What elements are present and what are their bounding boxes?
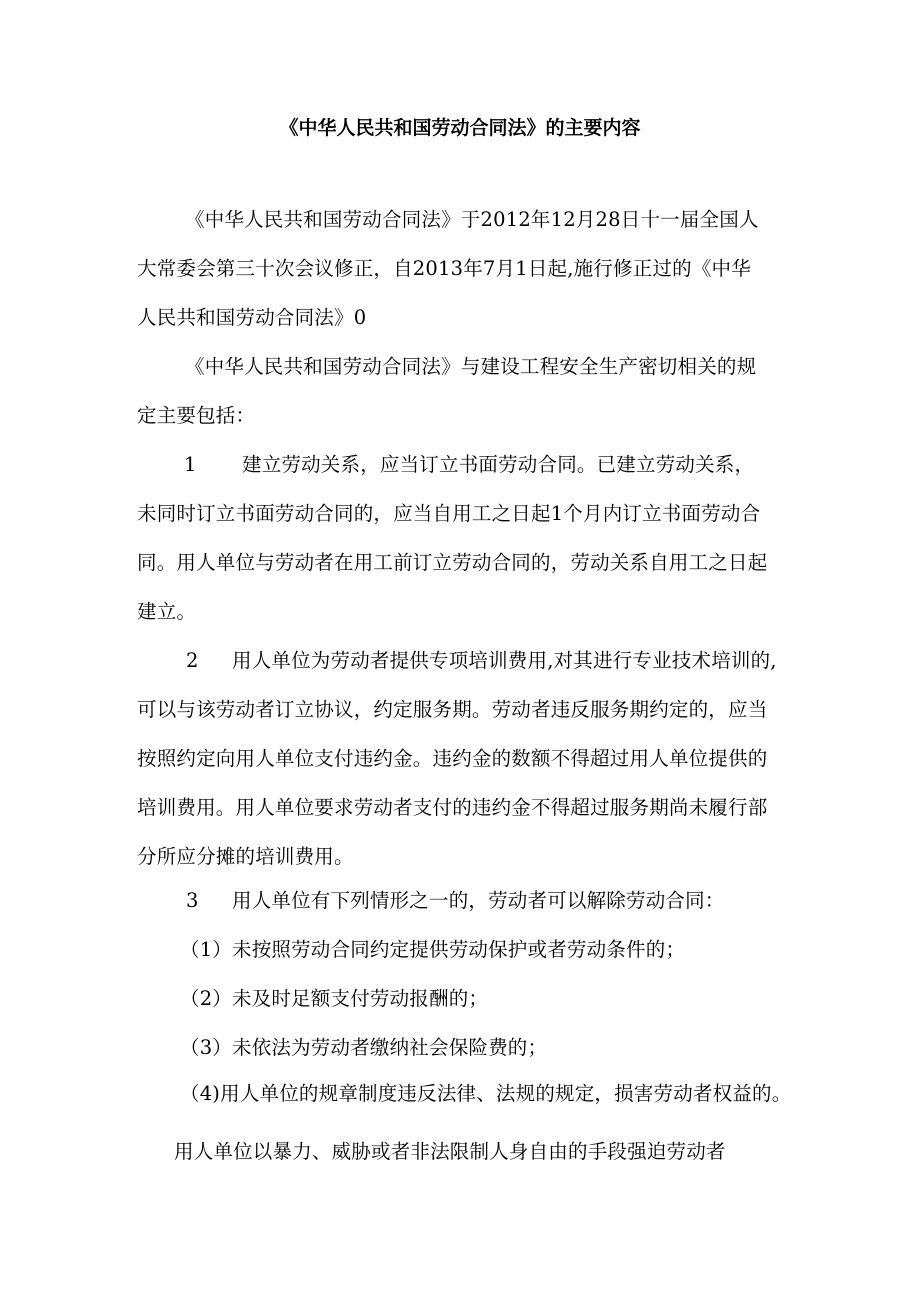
sub-item: （2）未及时足额支付劳动报酬的；: [180, 987, 489, 1010]
list-item-1: [184, 453, 754, 477]
list-item-3: [186, 889, 725, 913]
paragraph-line: 未同时订立书面劳动合同的，应当自用工之日起1个月内订立书面劳动合: [137, 502, 761, 525]
paragraph-line: 用人单位有下列情形之一的，劳动者可以解除劳动合同：: [232, 889, 725, 912]
list-number: 1: [184, 453, 197, 476]
sub-item: （1）未按照劳动合同约定提供劳动保护或者劳动条件的；: [180, 938, 686, 961]
paragraph-line: 建立劳动关系，应当订立书面劳动合同。已建立劳动关系，: [242, 453, 755, 476]
paragraph-line: 《中华人民共和国劳动合同法》与建设工程安全生产密切相关的规: [185, 355, 757, 378]
paragraph-line: 《中华人民共和国劳动合同法》于2012年12月28日十一届全国人: [185, 208, 759, 231]
paragraph-line: 可以与该劳动者订立协议，约定服务期。劳动者违反服务期约定的，应当: [137, 698, 768, 721]
paragraph-line: 用人单位以暴力、威胁或者非法限制人身自由的手段强迫劳动者: [174, 1140, 726, 1163]
list-number: 2: [186, 649, 199, 672]
list-item-2: [186, 649, 777, 673]
paragraph-line: 同。用人单位与劳动者在用工前订立劳动合同的，劳动关系自用工之日起: [137, 551, 768, 574]
sub-item: （3）未依法为劳动者缴纳社会保险费的；: [180, 1036, 548, 1059]
paragraph-line: 定主要包括：: [137, 404, 256, 427]
paragraph-line: 用人单位为劳动者提供专项培训费用,对其进行专业技术培训的,: [232, 649, 777, 672]
paragraph-line: 建立。: [137, 600, 197, 623]
paragraph-line: 分所应分摊的培训费用。: [137, 845, 354, 868]
sub-item: （4)用人单位的规章制度违反法律、法规的规定，损害劳动者权益的。: [180, 1082, 792, 1105]
paragraph-line: 大常委会第三十次会议修正，自2013年7月1日起,施行修正过的《中华: [137, 257, 751, 280]
paragraph-line: 培训费用。用人单位要求劳动者支付的违约金不得超过服务期尚未履行部: [137, 796, 768, 819]
document-title: 《中华人民共和国劳动合同法》的主要内容: [279, 117, 641, 139]
paragraph-line: 人民共和国劳动合同法》0: [137, 306, 367, 329]
list-number: 3: [186, 889, 199, 912]
paragraph-line: 按照约定向用人单位支付违约金。违约金的数额不得超过用人单位提供的: [137, 747, 768, 770]
